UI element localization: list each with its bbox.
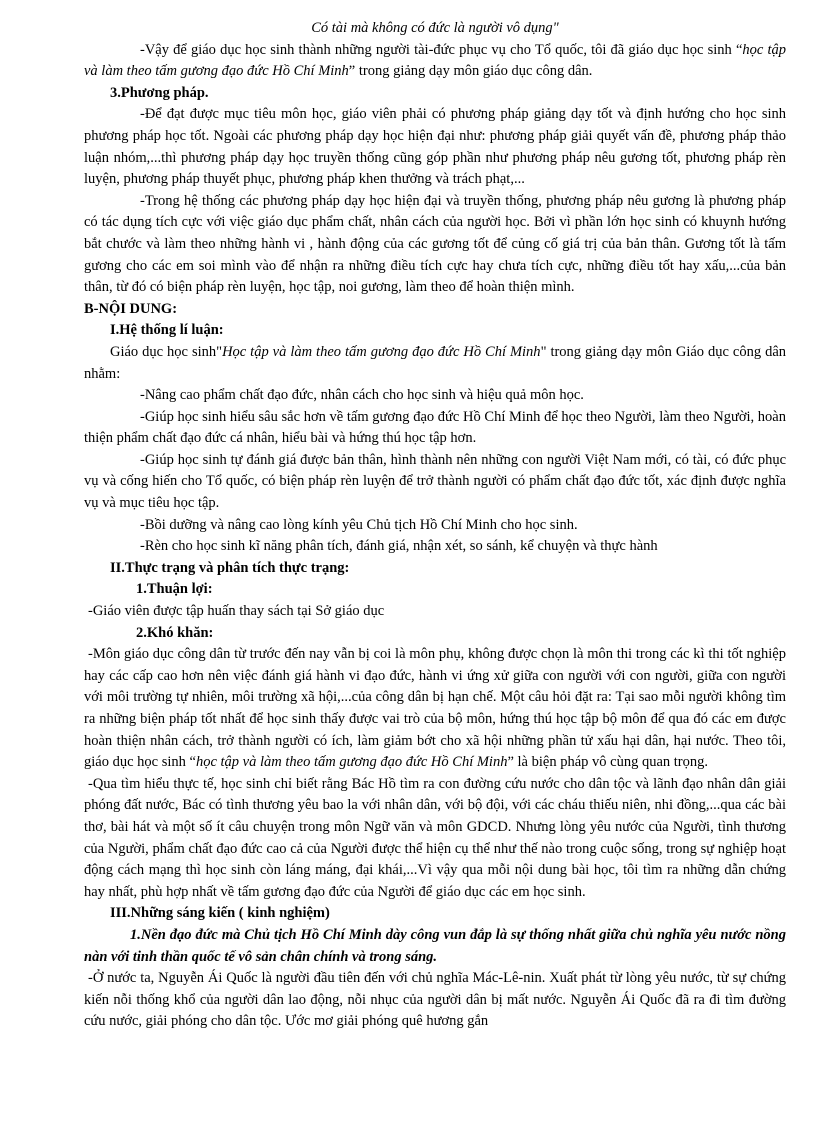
bullet-3: -Giúp học sinh tự đánh giá được bản thân, hình thành nên những con người Việt Nam mới, có tài, có đức phục vụ và cống hiến cho Tổ quốc, có biện pháp rèn luyện để trở thành người có phẩm chất đạo đức tốt, xác định được nghĩa vụ và mục tiêu học tập. <box>84 451 786 512</box>
document-page <box>84 18 786 1033</box>
heading-content: B-NỘI DUNG: <box>84 300 178 317</box>
text-run: -Vậy để giáo dục học sinh thành những người tài-đức phục vụ cho Tổ quốc, tôi đã giáo dục học sinh “ <box>140 41 743 58</box>
text-run: ” trong giảng dạy môn giáo dục công dân. <box>348 63 593 80</box>
paragraph-method-2: -Trong hệ thống các phương pháp dạy học hiện đại và truyền thống, phương pháp nêu gương là phương pháp có tác dụng tích cực với việc giáo dục phẩm chất, nhân cách của người học. Bởi vì phần lớn học sinh có khuynh hướng bắt chước và làm theo những hành vi , hành động của các gương tốt để củng cố giá trị của bản thân. Gương tốt là tấm gương cho các em soi mình vào để nhận ra những điều tích cực hay chưa tích cực, những điều tốt hay xấu,...của bản thân, từ đó có biện pháp rèn luyện, học tập, noi gương, làm theo để hoàn thiện mình. <box>84 192 786 296</box>
paragraph-advantages: -Giáo viên được tập huấn thay sách tại Sở giáo dục <box>88 603 385 620</box>
text-run: " trong giảng dạy môn Giáo dục công dân nhằm: <box>84 343 786 382</box>
text-run: ” là biện pháp vô cùng quan trọng. <box>507 754 708 771</box>
text-run: -Môn giáo dục công dân từ trước đến nay vẫn bị coi là môn phụ, không được chọn là môn thi trong các kì thi tốt nghiệp hay các cấp cao hơn nên việc đánh giá hành vi đạo đức, hành vi ứng xử giữa con người với con người, giữa con người với môi trường tự nhiên, môi trường xã hội,...của công dân bị hạn chế. Một câu hỏi đặt ra: Tại sao mỗi người không tìm ra những biện pháp tốt nhất để học sinh thấy được vai trò của bộ môn, hứng thú học tập bộ môn để qua đó các em được hoàn thiện nhân cách, trở thành người có ích, làm giảm bớt cho xã hội những phần tử xấu hại dân, hại nước. Theo tôi, giáo dục học sinh “ <box>84 646 786 771</box>
bullet-2: -Giúp học sinh hiểu sâu sắc hơn về tấm gương đạo đức Hồ Chí Minh để học theo Người, làm theo Người, hoàn thiện phẩm chất đạo đức cá nhân, hiểu bài và hứng thú học tập hơn. <box>84 408 786 447</box>
text-run: Giáo dục học sinh" <box>110 343 223 360</box>
heading-difficulties: 2.Khó khăn: <box>136 624 214 641</box>
heading-status: II.Thực trạng và phân tích thực trạng: <box>110 559 350 576</box>
bullet-1: -Nâng cao phẩm chất đạo đức, nhân cách cho học sinh và hiệu quả môn học. <box>140 387 584 404</box>
paragraph-intro <box>84 40 786 83</box>
paragraph-initiative-2: -Ở nước ta, Nguyễn Ái Quốc là người đầu tiên đến với chủ nghĩa Mác-Lê-nin. Xuất phát từ lòng yêu nước, từ sự chứng kiến nỗi thống khổ của người dân lao động, nỗi nhục của người dân bị mất nước. Nguyễn Ái Quốc đã ra đi tìm đường cứu nước, giải phóng cho dân tộc. Ước mơ giải phóng quê hương gắn <box>84 970 786 1030</box>
paragraph-method-1: -Để đạt được mục tiêu môn học, giáo viên phải có phương pháp giảng dạy tốt và định hướng cho học sinh phương pháp học tốt. Ngoài các phương pháp dạy học hiện đại như: phương pháp giải quyết vấn đề, phương pháp thảo luận nhóm,...thì phương pháp dạy học truyền thống cũng góp phần như phương pháp nêu gương tốt, phương pháp rèn luyện, phương pháp thuyết phục, phương pháp khen thưởng và trách phạt,... <box>84 106 786 188</box>
italic-run: Học tập và làm theo tấm gương đạo đức Hồ Chí Minh <box>222 343 541 360</box>
bullet-5: -Rèn cho học sinh kĩ năng phân tích, đánh giá, nhận xét, so sánh, kể chuyện và thực hành <box>140 538 658 555</box>
bullet-4: -Bồi dưỡng và nâng cao lòng kính yêu Chủ tịch Hồ Chí Minh cho học sinh. <box>140 516 578 533</box>
quote-line: Có tài mà không có đức là người vô dụng" <box>311 20 559 36</box>
italic-run: học tập và làm theo tấm gương đạo đức Hồ Chí Minh <box>84 41 786 80</box>
paragraph-difficulties-2: -Qua tìm hiểu thực tế, học sinh chỉ biết rằng Bác Hồ tìm ra con đường cứu nước cho dân tộc và lãnh đạo nhân dân giải phóng đất nước, Bác có tình thương yêu bao la với nhân dân, với bộ đội, với các cháu thiếu niên, nhi đồng,...qua các bài thơ, bài hát và một số ít câu chuyện trong môn Ngữ văn và môn GDCD. Nhưng lòng yêu nước của Người, tình thương của Người, phẩm chất đạo đức cao cả của Người được thể hiện cụ thể như thế nào trong cuộc sống, trong sự nghiệp hoạt động cách mạng thì học sinh còn láng máng, đại khái,...Vì vậy qua mỗi nội dung bài học, tôi tìm ra những dẫn chứng hay nhất, phù hợp nhất về tấm gương đạo đức của Người để giáo dục các em học sinh. <box>84 775 786 900</box>
paragraph-difficulties-1 <box>84 644 786 774</box>
italic-run: học tập và làm theo tấm gương đạo đức Hồ Chí Minh <box>195 754 508 771</box>
heading-method: 3.Phương pháp. <box>110 84 209 101</box>
paragraph-theory <box>84 342 786 385</box>
paragraph-initiative-1: 1.Nền đạo đức mà Chủ tịch Hồ Chí Minh dày công vun đắp là sự thống nhất giữa chủ nghĩa yêu nước nồng nàn với tinh thần quốc tế vô sản chân chính và trong sáng. <box>84 926 786 965</box>
heading-initiatives: III.Những sáng kiến ( kinh nghiệm) <box>110 905 330 922</box>
heading-theory: I.Hệ thống lí luận: <box>110 322 224 339</box>
heading-advantages: 1.Thuận lợi: <box>136 581 213 598</box>
